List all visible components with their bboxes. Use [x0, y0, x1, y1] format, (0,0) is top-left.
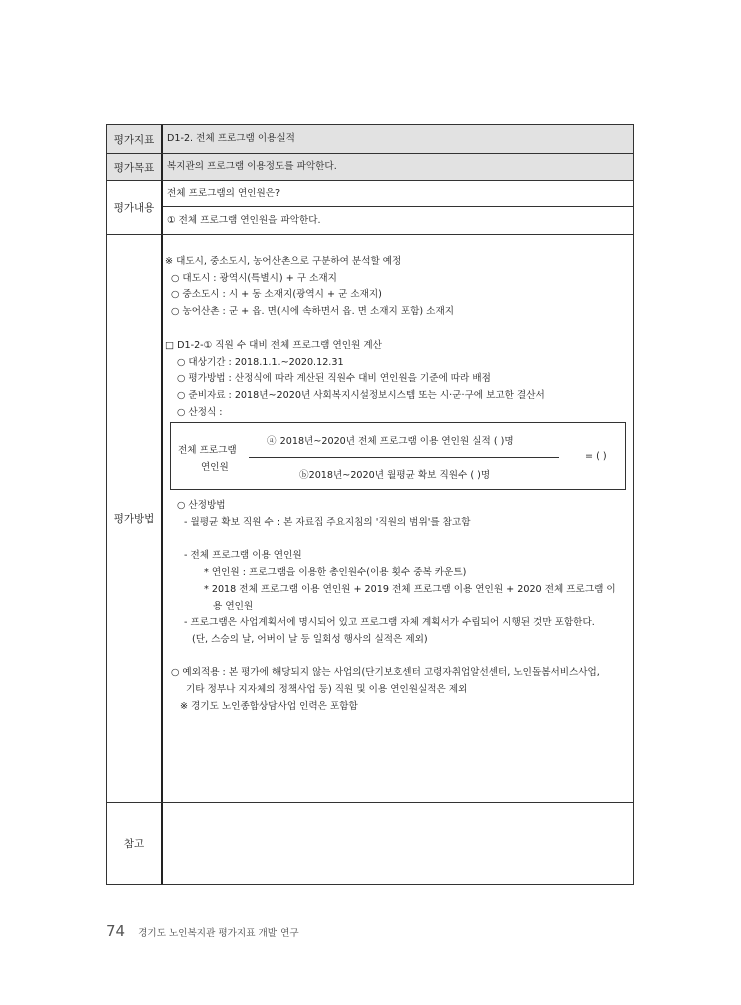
formula-denominator: ⓑ2018년~2020년 월평균 확보 직원수 ( )명	[299, 470, 491, 481]
method-exception-cont: 기타 정부나 지자체의 정책사업 등) 직원 및 이용 연인원실적은 제외	[186, 684, 468, 695]
method-note: ※ 대도시, 중소도시, 농어산촌으로 구분하여 분석할 예정	[165, 256, 402, 267]
formula-left-2: 연인원	[201, 462, 229, 473]
method-sum-users-cont: 용 연인원	[213, 601, 254, 612]
method-eval: ○ 평가방법 : 산정식에 따라 계산된 직원수 대비 연인원을 기준에 따라 배점	[177, 373, 491, 384]
footer-title: 경기도 노인복지관 평가지표 개발 연구	[138, 928, 299, 939]
page-footer	[106, 922, 299, 940]
label-indicator: 평가지표	[107, 125, 163, 153]
content-answer: ① 전체 프로그램 연인원을 파악한다.	[167, 215, 321, 226]
label-ref: 참고	[107, 803, 163, 884]
method-metro: ○ 대도시 : 광역시(특별시) + 구 소재지	[171, 273, 337, 284]
formula-box	[170, 422, 626, 490]
method-calc-method: ○ 산정방법	[177, 500, 226, 511]
label-method: 평가방법	[107, 235, 163, 802]
row-ref	[107, 802, 633, 884]
row-content	[107, 180, 633, 234]
row-goal	[107, 153, 633, 180]
method-formula-label: ○ 산정식 :	[177, 407, 223, 418]
method-sum-users: * 2018 전체 프로그램 이용 연인원 + 2019 전체 프로그램 이용 연인원 + 2020 전체 프로그램 이	[204, 584, 616, 595]
formula-result: = ( )	[585, 451, 607, 462]
label-goal: 평가목표	[107, 154, 163, 180]
method-rural: ○ 농어산촌 : 군 + 읍. 면(시에 속하면서 읍. 면 소재지 포함) 소재지	[171, 306, 454, 317]
value-goal: 복지관의 프로그램 이용정도를 파악한다.	[167, 161, 337, 172]
value-indicator: D1-2. 전체 프로그램 이용실적	[167, 133, 295, 144]
method-period: ○ 대상기간 : 2018.1.1.~2020.12.31	[177, 357, 344, 368]
method-exception: ○ 예외적용 : 본 평가에 해당되지 않는 사업의(단기보호센터 고령자취업알선센터, 노인돌봄서비스사업,	[171, 667, 600, 678]
method-program-scope: - 프로그램은 사업계획서에 명시되어 있고 프로그램 자체 계획서가 수립되어 시행된 것만 포함한다.	[184, 617, 595, 628]
method-exception-note: ※ 경기도 노인종합상담사업 인력은 포함함	[180, 701, 358, 712]
label-content: 평가내용	[107, 181, 163, 234]
content-cell	[163, 181, 633, 234]
method-materials: ○ 준비자료 : 2018년~2020년 사회복지시설정보시스템 또는 시·군·구에 보고한 결산서	[177, 390, 545, 401]
page-number: 74	[106, 922, 126, 940]
row-indicator	[107, 125, 633, 153]
method-calc-title: □ D1-2-① 직원 수 대비 전체 프로그램 연인원 계산	[165, 340, 382, 351]
method-def-users: * 연인원 : 프로그램을 이용한 총인원수(이용 횟수 중복 카운트)	[204, 567, 467, 578]
fraction-bar	[249, 457, 559, 458]
method-staff: - 월평균 확보 직원 수 : 본 자료집 주요지침의 '직원의 범위'를 참고함	[184, 517, 471, 528]
method-midcity: ○ 중소도시 : 시 + 동 소재지(광역시 + 군 소재지)	[171, 289, 382, 300]
formula-left-1: 전체 프로그램	[178, 445, 237, 456]
formula-numerator: ⓐ 2018년~2020년 전체 프로그램 이용 연인원 실적 ( )명	[267, 436, 514, 447]
content-question: 전체 프로그램의 연인원은?	[163, 181, 633, 207]
method-program-exclude: (단, 스승의 날, 어버이 날 등 일회성 행사의 실적은 제외)	[192, 634, 428, 645]
method-total-users: - 전체 프로그램 이용 연인원	[184, 550, 302, 561]
